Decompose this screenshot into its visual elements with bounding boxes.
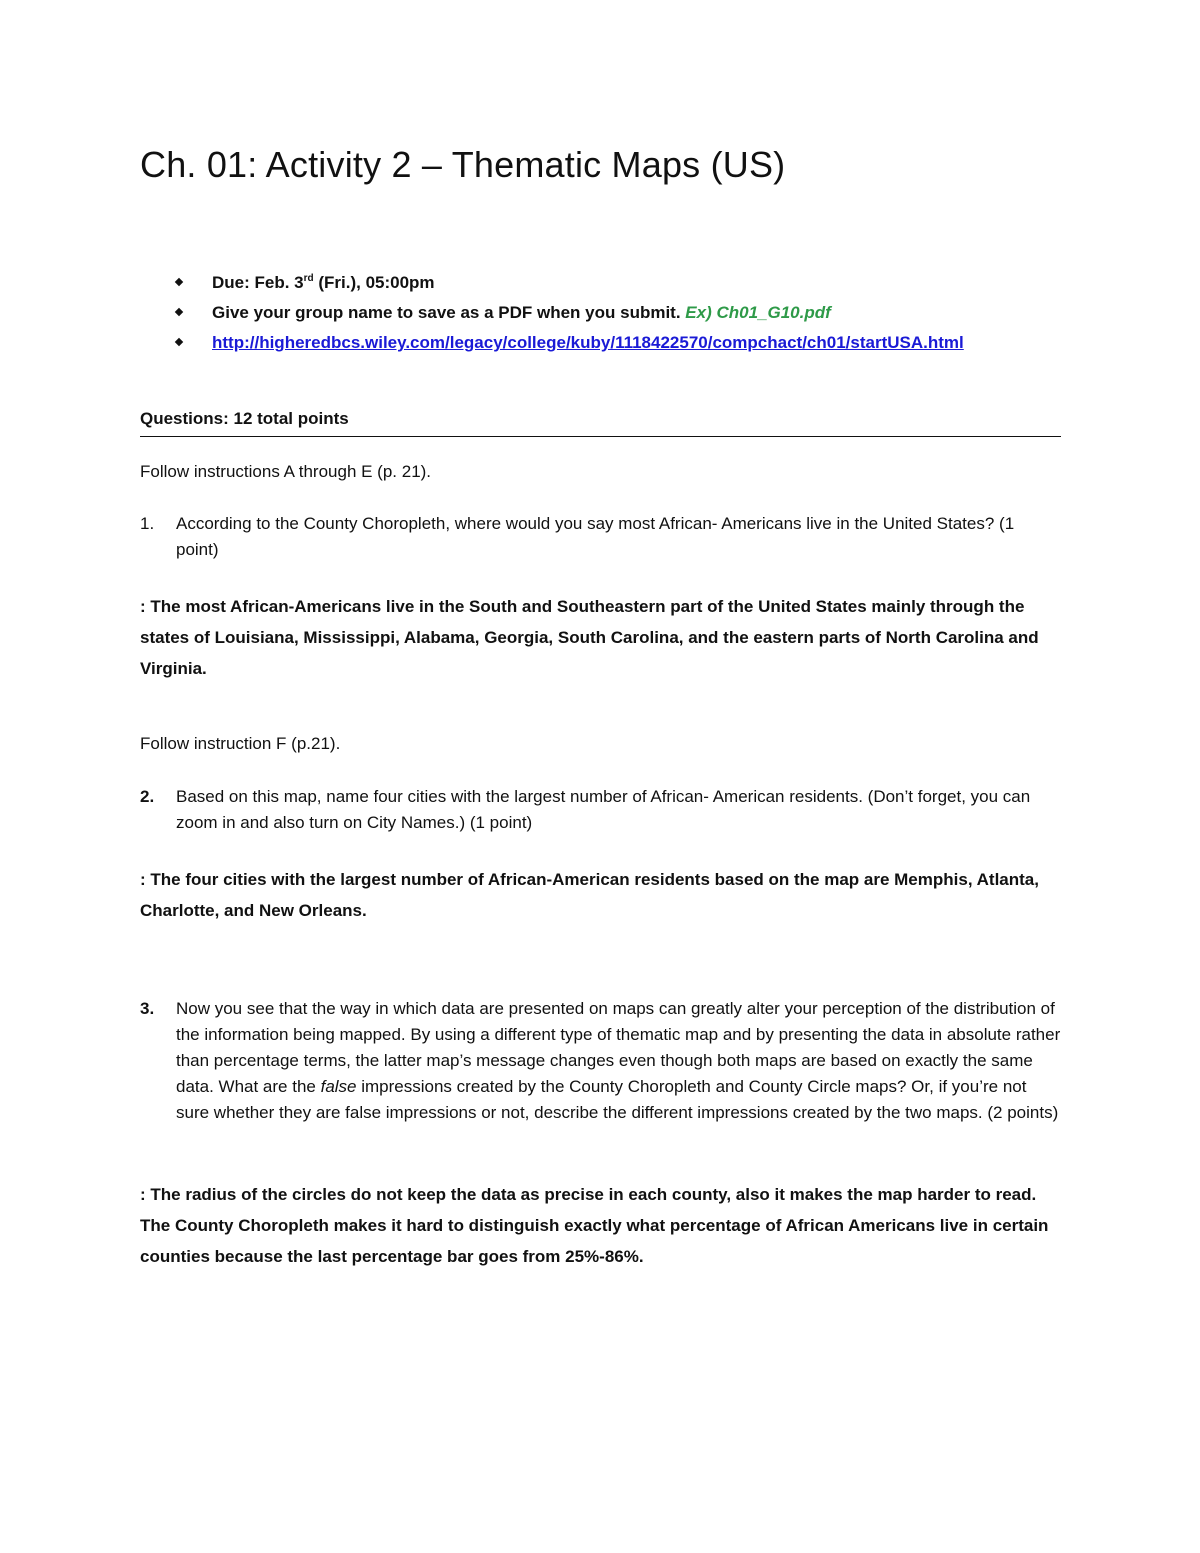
submission-instruction-text: Give your group name to save as a PDF when you submit.	[212, 303, 686, 322]
questions-heading: Questions: 12 total points	[140, 409, 349, 428]
diamond-bullet-icon	[175, 308, 183, 316]
question-text: According to the County Choropleth, where would you say most African- Americans live in the United States? (1 point)	[176, 514, 1015, 559]
instruction-f: Follow instruction F (p.21).	[140, 734, 341, 753]
question-2	[140, 784, 1061, 836]
diamond-bullet-icon	[175, 338, 183, 346]
submission-instruction-item	[176, 298, 964, 328]
info-bullet-list	[176, 268, 964, 358]
question-number: 3.	[140, 999, 155, 1018]
emphasized-word: false	[320, 1077, 357, 1096]
question-text-part: impressions created by the County Choropleth and County Circle maps? Or, if you’re not sure whether they are false impressions or not, describe the different impressions created by the two maps. (2 points)	[176, 1077, 1059, 1122]
answer-3: : The radius of the circles do not keep the data as precise in each county, also it makes the map harder to read. The County Choropleth makes it hard to distinguish exactly what percentage of African Americans live in certain counties because the last percentage bar goes from 25%-86%.	[140, 1185, 1049, 1266]
activity-link-item	[176, 328, 964, 358]
activity-link[interactable]: http://higheredbcs.wiley.com/legacy/college/kuby/1118422570/compchact/ch01/startUSA.html	[212, 333, 964, 352]
question-text-part: Now you see that the way in which data are presented on maps can greatly alter your perception of the distribution of the information being mapped. By using a different type of thematic map and by presenting the data in absolute rather than percentage terms, the latter map’s message changes even though both maps are based on exactly the same data. What are the	[176, 999, 1061, 1096]
answer-2: : The four cities with the largest number of African-American residents based on the map are Memphis, Atlanta, Charlotte, and New Orleans.	[140, 870, 1039, 920]
due-date-ordinal: rd	[303, 273, 314, 284]
filename-example: Ex) Ch01_G10.pdf	[685, 303, 831, 322]
question-1	[140, 511, 1061, 563]
question-text: Based on this map, name four cities with the largest number of African- American residents. (Don’t forget, you can zoom in and also turn on City Names.) (1 point)	[176, 787, 1031, 832]
page-title: Ch. 01: Activity 2 – Thematic Maps (US)	[140, 144, 786, 185]
due-date-item	[176, 268, 964, 298]
answer-1: : The most African-Americans live in the South and Southeastern part of the United States mainly through the states of Louisiana, Mississippi, Alabama, Georgia, South Carolina, and the eastern parts of North Carolina and Virginia.	[140, 597, 1039, 678]
question-text	[176, 996, 1061, 1126]
diamond-bullet-icon	[175, 278, 183, 286]
question-number: 2.	[140, 787, 155, 806]
due-date-prefix: Due: Feb. 3	[212, 273, 304, 292]
question-3	[140, 996, 1061, 1126]
due-date-suffix: (Fri.), 05:00pm	[313, 273, 435, 292]
instruction-a-through-e: Follow instructions A through E (p. 21).	[140, 462, 432, 481]
question-number: 1.	[140, 514, 155, 533]
heading-divider	[140, 436, 1061, 437]
